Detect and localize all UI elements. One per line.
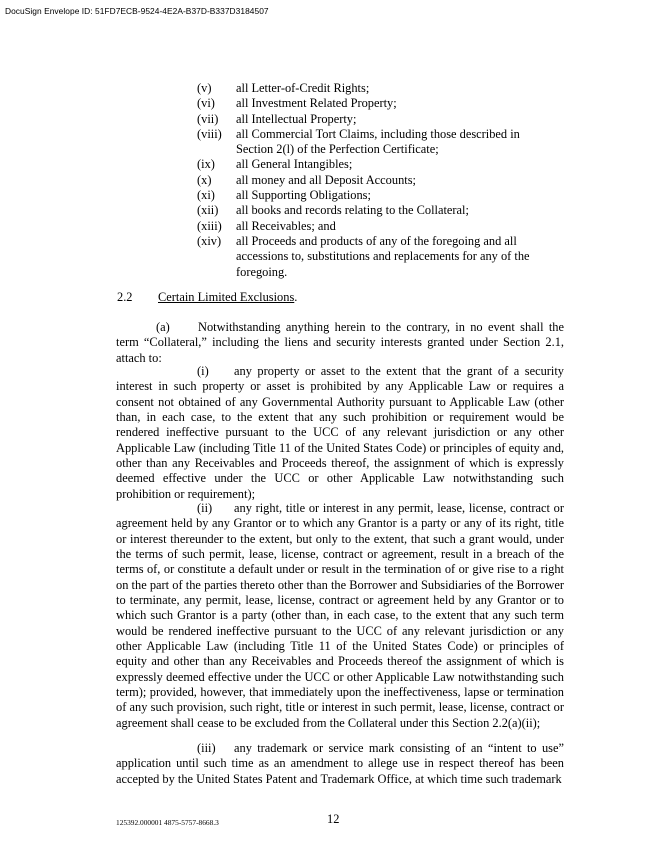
paragraph-text: Notwithstanding anything herein to the contrary, in no event shall the term “Collateral,” including the liens and security interests granted under Section 2.1, attach to: [116, 320, 564, 365]
list-item-number: (xii) [197, 203, 219, 218]
list-item [197, 234, 557, 280]
list-item-text: all Supporting Obligations; [236, 188, 371, 203]
paragraph-text: any trademark or service mark consisting of an “intent to use” application until such time as an amendment to allege use in respect thereof has been accepted by the United States Patent and Trademark Office, at which time such trademark [116, 741, 564, 786]
section-title: Certain Limited Exclusions [158, 290, 295, 304]
section-number: 2.2 [117, 290, 133, 304]
paragraph-a [116, 320, 564, 366]
list-item-text: all money and all Deposit Accounts; [236, 172, 416, 187]
footer-document-id: 125392.000001 4875-5757-8668.3 [116, 818, 219, 827]
section-title-period: . [294, 290, 298, 304]
list-item-number: (v) [197, 81, 212, 95]
paragraph-label: (i) [197, 364, 209, 378]
list-item-number: (vi) [197, 96, 215, 111]
list-item-number: (xi) [197, 188, 215, 203]
list-item [197, 96, 557, 111]
list-item-text: all Intellectual Property; [236, 111, 357, 126]
paragraph-label: (ii) [197, 501, 213, 515]
list-item-text: all books and records relating to the Collateral; [236, 203, 469, 218]
list-item [197, 219, 557, 234]
list-item [197, 203, 557, 218]
paragraph-i [116, 364, 564, 502]
list-item-number: (xiii) [197, 218, 222, 233]
list-item [197, 127, 557, 158]
list-item [197, 112, 557, 127]
list-item-number: (ix) [197, 157, 215, 172]
list-item [197, 81, 557, 96]
page-number: 12 [327, 812, 340, 826]
list-item [197, 157, 557, 172]
paragraph-label: (iii) [197, 741, 216, 755]
paragraph-text: any property or asset to the extent that the grant of a security interest in such property or asset is prohibited by any Applicable Law or requires a consent not obtained of any Governmental Authority pursuant to Applicable Law (other than, in each case, to the extent that any such prohibition or requirement would be rendered ineffective pursuant to the UCC of any relevant jurisdiction or any other Applicable Law (including Title 11 of the United States Code) or principles of equity and, other than any Receivables and Proceeds thereof, the assignment of which is expressly deemed effective under the UCC or other Applicable Law notwithstanding such prohibition or requirement); [116, 364, 564, 501]
list-item [197, 173, 557, 188]
list-item-number: (x) [197, 172, 212, 187]
collateral-list [197, 81, 557, 280]
list-item [197, 188, 557, 203]
paragraph-text: any right, title or interest in any permit, lease, license, contract or agreement held by any Grantor or to which any Grantor is a party or any of its right, title or interest thereunder to the extent, but only to the extent, that such a grant would, under the terms of such permit, lease, license, contract or agreement, result in a breach of the terms of, or constitute a default under or result in the termination of or give rise to a right on the part of the parties thereto other than the Borrower and Subsidiaries of the Borrower to terminate, any permit, lease, license, contract or agreement held by any Grantor or to which such Grantor is a party (other than, in each case, to the extent that any such term would be rendered ineffective pursuant to the UCC of any relevant jurisdiction or any other Applicable Law (including Title 11 of the United States Code) or principles of equity and other than any Receivables and Proceeds thereof the assignment of which is expressly deemed effective under the UCC or other Applicable Law notwithstanding such term); provided, however, that immediately upon the ineffectiveness, lapse or termination of any such provision, such right, title or interest in such permit, lease, license, contract or agreement shall cease to be excluded from the Collateral under this Section 2.2(a)(ii); [116, 501, 564, 730]
paragraph-ii [116, 501, 564, 731]
list-item-text: all Proceeds and products of any of the foregoing and all accessions to, substitutions and replacements for any of the foregoing. [236, 233, 530, 279]
paragraph-label: (a) [156, 320, 170, 334]
docusign-envelope-id: DocuSign Envelope ID: 51FD7ECB-9524-4E2A-B37D-B337D3184507 [5, 6, 269, 16]
paragraph-iii [116, 741, 564, 787]
section-heading [117, 290, 297, 305]
list-item-number: (xiv) [197, 233, 222, 248]
list-item-number: (viii) [197, 126, 222, 141]
list-item-text: all Receivables; and [236, 218, 336, 233]
list-item-text: all General Intangibles; [236, 157, 353, 172]
list-item-number: (vii) [197, 111, 219, 126]
list-item-text: all Commercial Tort Claims, including those described in Section 2(l) of the Perfection Certificate; [236, 126, 520, 157]
list-item-text: all Investment Related Property; [236, 96, 397, 111]
list-item-text: all Letter-of-Credit Rights; [236, 81, 370, 95]
